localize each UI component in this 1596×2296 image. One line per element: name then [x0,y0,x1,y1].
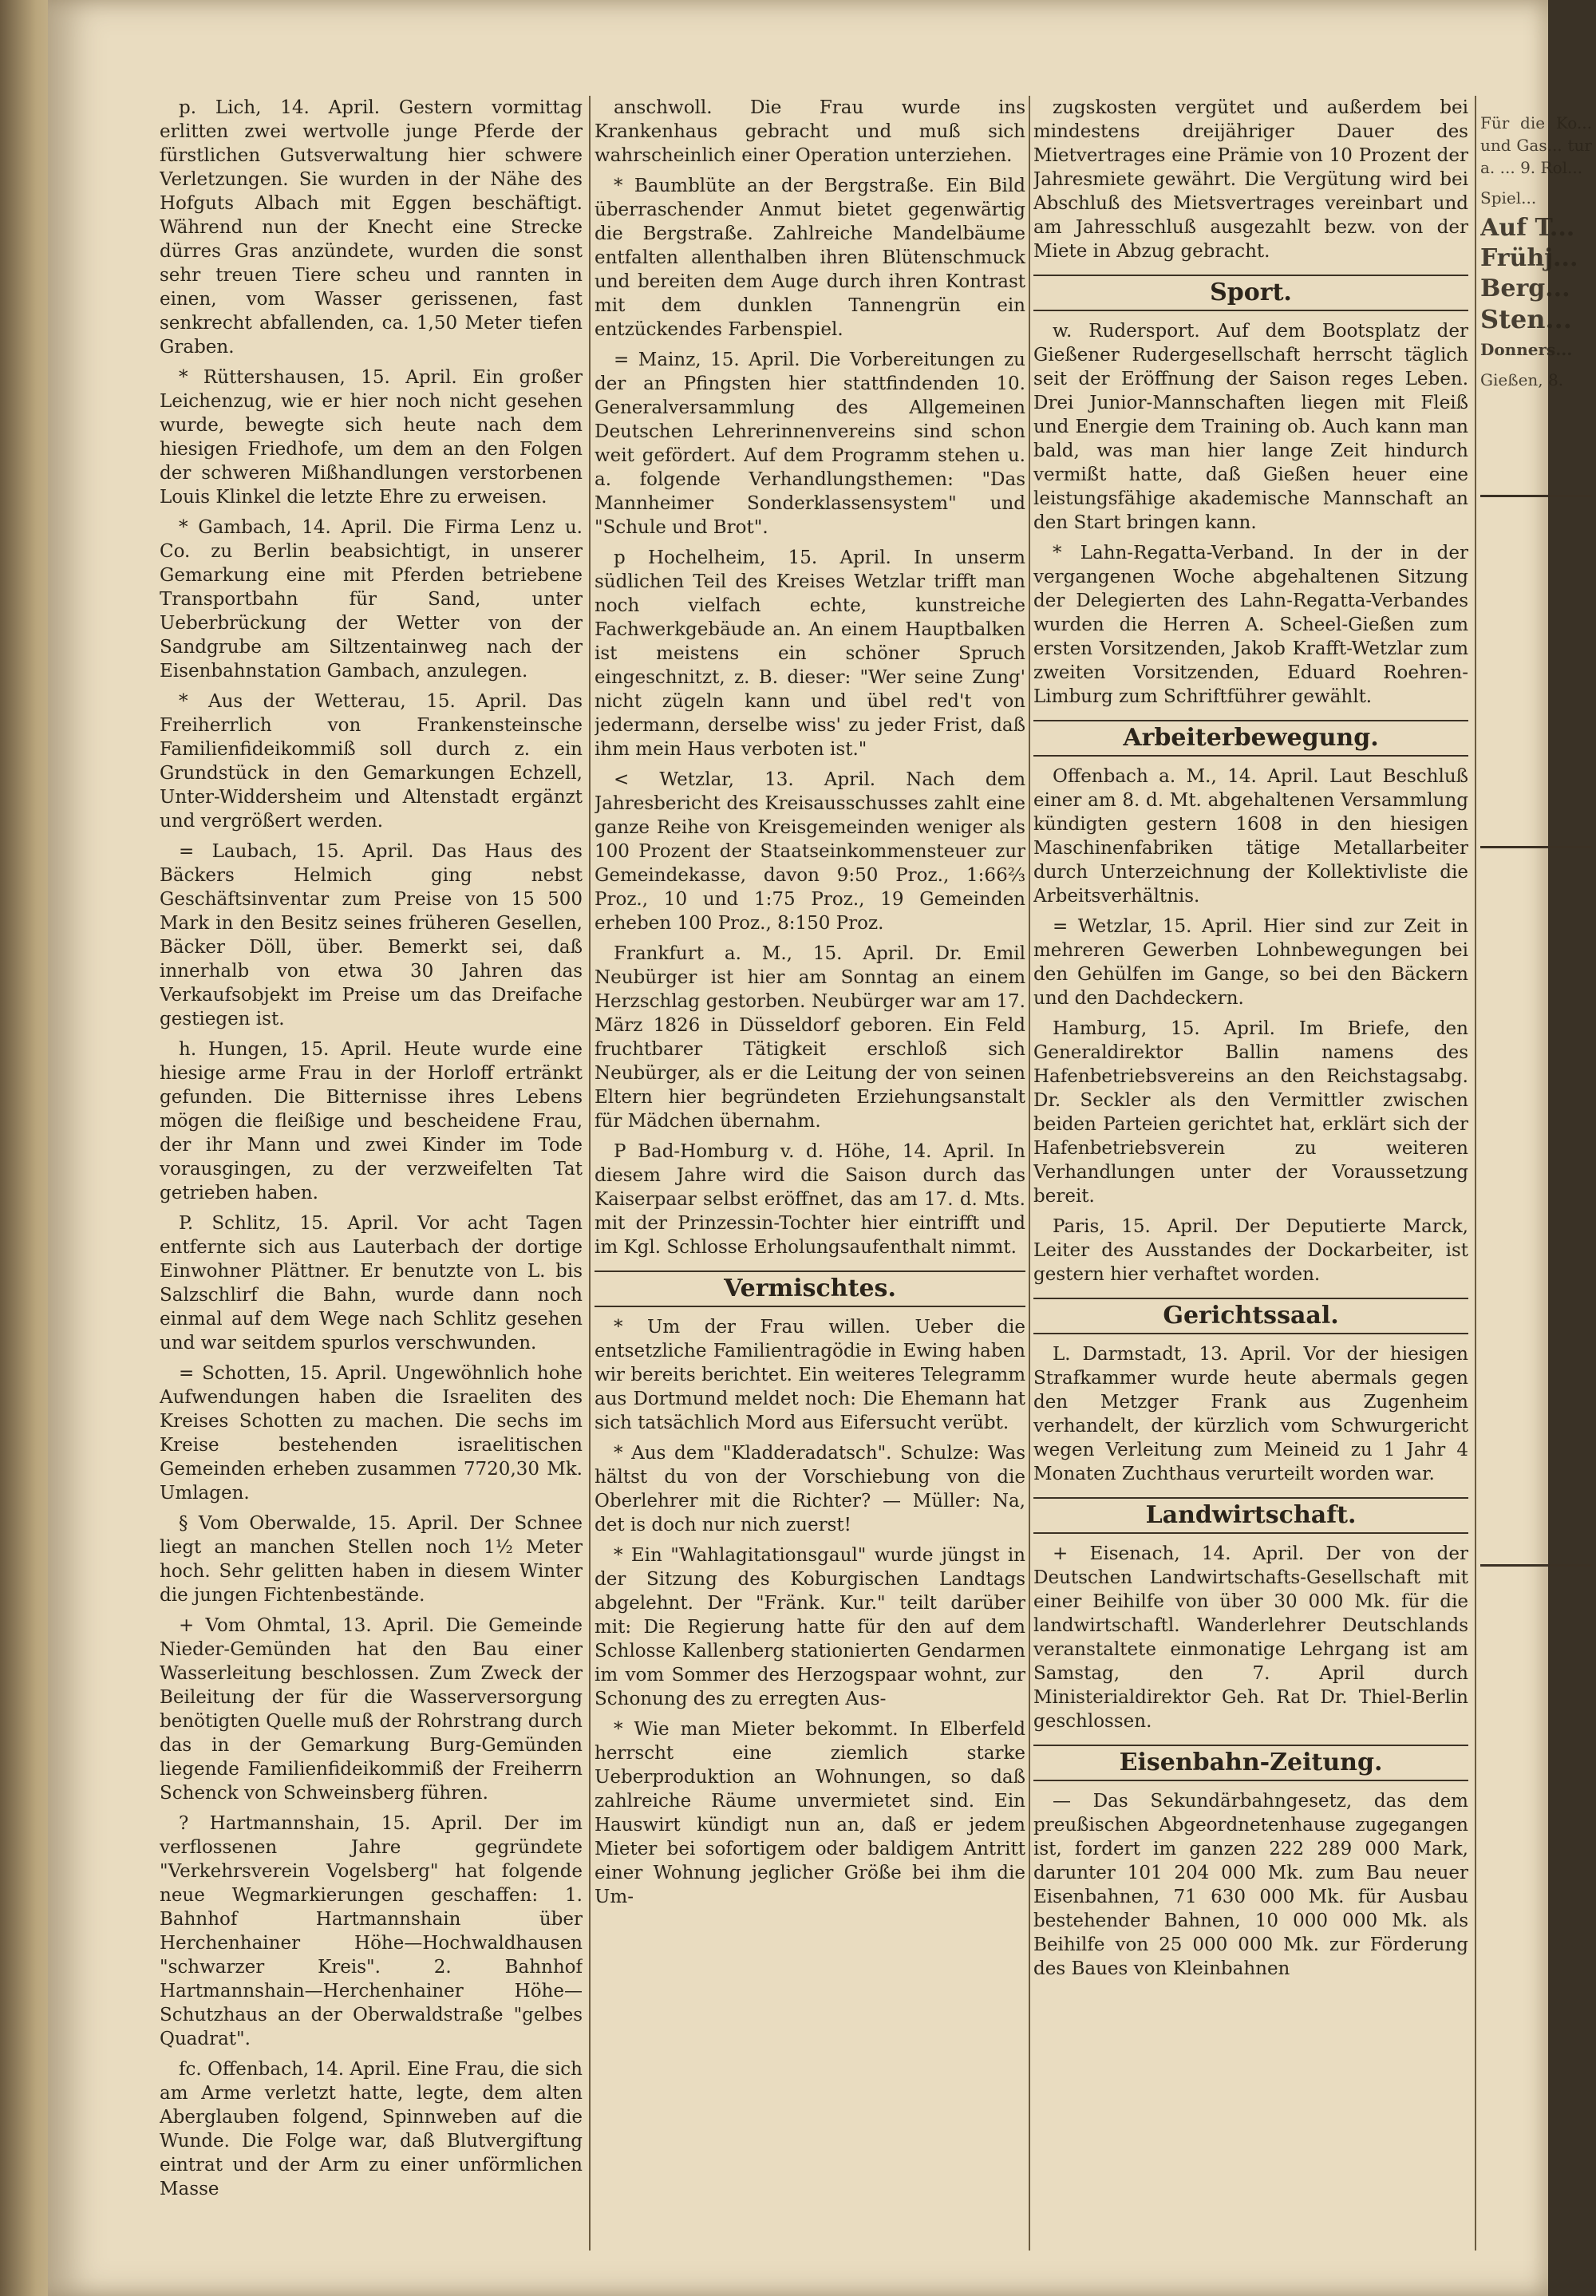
article-oberwald: § Vom Oberwalde, 15. April. Der Schnee liegt an manchen Stellen noch 1½ Meter hoch. Sehr gelitten haben in diesem Winter die jungen Fichtenbestände. [160,1513,583,1606]
section-heading-vermischtes: Vermischtes. [595,1271,1025,1307]
article-baumbluete: * Baumblüte an der Bergstraße. Ein Bild überraschender Anmut bietet gegenwärtig die Bergstraße. Zahlreiche Mandelbäume entfalten allenthalben ihren Blütenschmuck und bereiten dem Auge durch ihren Kontrast mit dem dunklen Tannengrün ein entzückendes Farbenspiel. [595,176,1025,340]
column-rule [1475,96,1476,2251]
column-rule [1029,96,1030,2251]
article-paris: Paris, 15. April. Der Deputierte Marck, Leiter des Ausstandes der Dockarbeiter, ist gestern hier verhaftet worden. [1033,1216,1468,1285]
article-darmstadt: L. Darmstadt, 13. April. Vor der hiesigen Strafkammer wurde heute abermals gegen den Metzger Frank aus Zugenheim verhandelt, der kürzlich vom Schwurgericht wegen Verleitung zum Meineid zu 1 Jahr 4 Monaten Zuchthaus verurteilt worden war. [1033,1344,1468,1484]
column-3 [1033,96,1468,2251]
ad-divider [1480,846,1592,848]
article-schlitz: P. Schlitz, 15. April. Vor acht Tagen entfernte sich aus Lauterbach der dortige Einwohner Plättner. Er benutzte von L. bis Salzschlirf die Bahn, wurde dann noch einmal auf dem Wege nach Schlitz gesehen und war seitdem spurlos verschwunden. [160,1213,583,1353]
article-wetterau: * Aus der Wetterau, 15. April. Das Freiherrlich von Frankensteinsche Familienfideikommiß soll durch z. ein Grundstück in den Gemarkungen Echzell, Unter-Widdersheim und Altenstadt ergänzt und vergrößert werden. [160,691,583,832]
article-kladderadatsch: * Aus dem "Kladderadatsch". Schulze: Was hältst du von der Vorschiebung von die Oberlehrer mit die Richter? — Müller: Na, det is doch nur nich zuerst! [595,1443,1025,1535]
article-mieter: * Wie man Mieter bekommt. In Elberfeld herrscht eine ziemlich starke Ueberproduktion an Wohnungen, so daß zahlreiche Räume unvermietet sind. Ein Hauswirt kündigt nun an, daß er jedem Mieter bei sofortigem oder baldigem Antritt einer Wohnung jeglicher Größe bei ihm die Um- [595,1719,1025,1907]
article-wetzlar: < Wetzlar, 13. April. Nach dem Jahresbericht des Kreisausschusses zahlt eine ganze Reihe von Kreisgemeinden weniger als 100 Prozent der Staatseinkommensteuer zur Gemeindekasse, davon 9:50 Proz., 1:66⅔ Proz., 10 und 1:75 Proz., 19 Gemeinden erheben 100 Proz., 8:150 Proz. [595,769,1025,934]
ad-fragment: Berg... [1480,275,1570,302]
article-offenbach-metall: Offenbach a. M., 14. April. Laut Beschluß einer am 8. d. Mt. abgehaltenen Versammlung kündigten gestern 1608 in den hiesigen Maschinenfabriken tätige Metallarbeiter durch Unterzeichnung der Kollektivliste die Arbeitsverhältnis. [1033,766,1468,907]
article-frankfurt: Frankfurt a. M., 15. April. Dr. Emil Neubürger ist hier am Sonntag an einem Herzschlag gestorben. Neubürger war am 17. März 1826 in Düsseldorf geboren. Ein Feld fruchtbarer Tätigkeit erschloß sich Neubürger, als er die Leitung der von seinen Eltern hier begründeten Erziehungsanstalt für Mädchen übernahm. [595,943,1025,1132]
article-ohmtal: + Vom Ohmtal, 13. April. Die Gemeinde Nieder-Gemünden hat den Bau einer Wasserleitung beschlossen. Zum Zweck der Beileitung der für die Wasserversorgung benötigten Quelle muß der Rohrstrang durch das in der Gemarkung Burg-Gemünden liegende Familienfideikommiß der Freiherrn Schenck von Schweinsberg führen. [160,1615,583,1804]
article-hamburg: Hamburg, 15. April. Im Briefe, den Generaldirektor Ballin namens des Hafenbetriebsvereins an den Reichstagsabg. Dr. Seckler als den Vermittler zwischen beiden Parteien gerichtet hat, erklärt sich der Hafenbetriebsverein zu weiteren Verhandlungen unter der Voraussetzung bereit. [1033,1018,1468,1207]
ad-fragment: Auf T... [1480,214,1575,242]
article-lich: p. Lich, 14. April. Gestern vormittag erlitten zwei wertvolle junge Pferde der fürstlichen Gutsverwaltung hier schwere Verletzungen. Sie wurden in der Nähe des Hofguts Albach mit Eggen beschäftigt. Während nun der Knecht eine Strecke dürres Gras anzündete, wurden die sonst sehr treuen Tiere scheu und rannten in einen, vom Wasser gerissenen, fast senkrecht abfallenden, ca. 1,50 Meter tiefen Graben. [160,97,583,358]
ad-divider [1480,1564,1592,1567]
column-rule [589,96,591,2251]
ad-divider [1480,495,1592,497]
ad-fragment: Gießen, 8. [1480,370,1564,389]
article-continued: anschwoll. Die Frau wurde ins Krankenhaus gebracht und muß sich wahrscheinlich einer Operation unterziehen. [595,97,1025,166]
column-2 [595,96,1025,2251]
section-heading-gerichtssaal: Gerichtssaal. [1033,1298,1468,1334]
article-lahn-regatta: * Lahn-Regatta-Verband. In der in der vergangenen Woche abgehaltenen Sitzung der Delegierten des Lahn-Regatta-Verbandes wurden die Herren A. Scheel-Gießen zum ersten Vorsitzenden, Jakob Krafft-Wetzlar zum zweiten Vorsitzenden, Eduard Roehren-Limburg zum Schriftführer gewählt. [1033,543,1468,707]
article-hochelheim: p Hochelheim, 15. April. In unserm südlichen Teil des Kreises Wetzlar trifft man noch vielfach echte, kunstreiche Fachwerkgebäude an. An einem Hauptbalken ist meistens ein schöner Spruch eingeschnitzt, z. B. dieser: "Wer seine Zung' nicht zügeln kann und übel red't von jedermann, derselbe wiss' zu jeder Frist, daß ihm mein Haus verboten ist." [595,547,1025,760]
article-eisenach: + Eisenach, 14. April. Der von der Deutschen Landwirtschafts-Gesellschaft mit einer Beihilfe von über 30 000 Mk. für die landwirtschaftl. Wanderlehrer Deutschlands veranstaltete einmonatige Lehrgang ist am Samstag, den 7. April durch Ministerialdirektor Geh. Rat Dr. Thiel-Berlin geschlossen. [1033,1543,1468,1732]
article-rudersport: w. Rudersport. Auf dem Bootsplatz der Gießener Rudergesellschaft herrscht täglich seit der Eröffnung der Saison reges Leben. Drei Junior-Mannschaften liegen mit Fleiß und Energie dem Training ob. Auch kann man bald, was man hier lange Zeit hindurch vermißt hatte, daß Gießen heuer eine leistungsfähige akademische Mannschaft an den Start bringen kann. [1033,321,1468,533]
article-continued: zugskosten vergütet und außerdem bei mindestens dreijähriger Dauer des Mietvertrages eine Prämie von 10 Prozent der Jahresmiete gewährt. Die Vergütung wird bei Abschluß des Mietsvertrages vereinbart und am Jahresschluß ausgezahlt bezw. von der Miete in Abzug gebracht. [1033,97,1468,262]
article-hartmannshain: ? Hartmannshain, 15. April. Der im verflossenen Jahre gegründete "Verkehrsverein Vogelsberg" hat folgende neue Wegmarkierungen geschaffen: 1. Bahnhof Hartmannshain über Herchenhainer Höhe—Hochwaldhausen "schwarzer Kreis". 2. Bahnhof Hartmannshain—Herchenhainer Höhe—Schutzhaus an der Oberwaldstraße "gelbes Quadrat". [160,1813,583,2049]
ad-fragment: Spiel... [1480,188,1537,207]
article-gambach: * Gambach, 14. April. Die Firma Lenz u. Co. zu Berlin beabsichtigt, in unserer Gemarkung eine mit Pferden betriebene Transportbahn für Sand, unter Ueberbrückung der Wetter von der Sandgrube am Siltzentainweg nach der Eisenbahnstation Gambach, anzulegen. [160,517,583,682]
section-heading-sport: Sport. [1033,275,1468,311]
article-frau: * Um der Frau willen. Ueber die entsetzliche Familientragödie in Ewing haben wir bereits berichtet. Ein weiteres Telegramm aus Dortmund meldet noch: Die Ehemann hat sich tatsächlich Mord aus Eifersucht verübt. [595,1317,1025,1433]
article-wetzlar-lohn: = Wetzlar, 15. April. Hier sind zur Zeit in mehreren Gewerben Lohnbewegungen bei den Gehülfen im Gange, so bei den Bäckern und den Dachdeckern. [1033,916,1468,1009]
article-laubach: = Laubach, 15. April. Das Haus des Bäckers Helmich ging nebst Geschäftsinventar zum Preise von 15 500 Mark in den Besitz seines früheren Gesellen, Bäcker Döll, über. Bemerkt sei, daß innerhalb von etwa 30 Jahren das Verkaufsobjekt im Preise um das Dreifache gestiegen ist. [160,841,583,1029]
section-heading-arbeiterbewegung: Arbeiterbewegung. [1033,720,1468,757]
section-heading-landwirtschaft: Landwirtschaft. [1033,1497,1468,1534]
ad-fragment: Frühj... [1480,244,1578,272]
article-offenbach: fc. Offenbach, 14. April. Eine Frau, die sich am Arme verletzt hatte, legte, dem alten Aberglauben folgend, Spinnweben auf die Wunde. Die Folge war, daß Blutvergiftung eintrat und der Arm zu einer unförmlichen Masse [160,2059,583,2199]
column-1 [160,96,583,2251]
article-wahlagitationsgaul: * Ein "Wahlagitationsgaul" wurde jüngst in der Sitzung des Koburgischen Landtags abgelehnt. Der "Fränk. Kur." teilt darüber mit: Die Regierung hatte für den auf dem Schlosse Kallenberg stationierten Gendarmen im vom Sommer des Herzogspaar wohnt, zur Schonung des zu erregten Aus- [595,1545,1025,1709]
ad-fragment: Für die Ko... und Gas... tur a. ... 9. Rol... [1480,113,1592,177]
article-sekundaerbahn: — Das Sekundärbahngesetz, das dem preußischen Abgeordnetenhause zugegangen ist, fordert im ganzen 222 289 000 Mark, darunter 101 204 000 Mk. zum Bau neuer Eisenbahnen, 71 630 000 Mk. für Ausbau bestehender Bahnen, 10 000 000 Mk. als Beihilfe von 25 000 000 Mk. zur Förderung des Baues von Kleinbahnen [1033,1791,1468,1979]
article-bad-homburg: P Bad-Homburg v. d. Höhe, 14. April. In diesem Jahre wird die Saison durch das Kaiserpaar selbst eröffnet, das am 17. d. Mts. mit der Prinzessin-Tochter hier eintrifft und im Kgl. Schlosse Erholungsaufenthalt nimmt. [595,1141,1025,1258]
column-4-cutoff [1480,112,1592,2266]
section-heading-eisenbahn: Eisenbahn-Zeitung. [1033,1745,1468,1781]
article-mainz: = Mainz, 15. April. Die Vorbereitungen zu der an Pfingsten hier stattfindenden 10. Generalversammlung des Allgemeinen Deutschen Lehrerinnenvereins sind schon weit gefördert. Auf dem Programm stehen u. a. folgende Verhandlungsthemen: "Das Mannheimer Sonderklassensystem" und "Schule und Brot". [595,350,1025,538]
article-ruettershausen: * Rüttershausen, 15. April. Ein großer Leichenzug, wie er hier noch nicht gesehen wurde, bewegte sich heute nach dem hiesigen Friedhofe, um dem an den Folgen der schweren Mißhandlungen verstorbenen Louis Klinkel die letzte Ehre zu erweisen. [160,367,583,508]
ad-fragment: Sten... [1480,304,1572,334]
article-hungen: h. Hungen, 15. April. Heute wurde eine hiesige arme Frau in der Horloff ertränkt gefunden. Die Bitternisse ihres Lebens mögen die fleißige und bescheidene Frau, der ihr Mann und zwei Kinder im Tode vorausgingen, zu der verzweifelten Tat getrieben haben. [160,1039,583,1203]
ad-fragment: Donners... [1480,340,1573,359]
article-schotten: = Schotten, 15. April. Ungewöhnlich hohe Aufwendungen haben die Israeliten des Kreises Schotten zu machen. Die sechs im Kreise bestehenden israelitischen Gemeinden erheben zusammen 7720,30 Mk. Umlagen. [160,1363,583,1504]
